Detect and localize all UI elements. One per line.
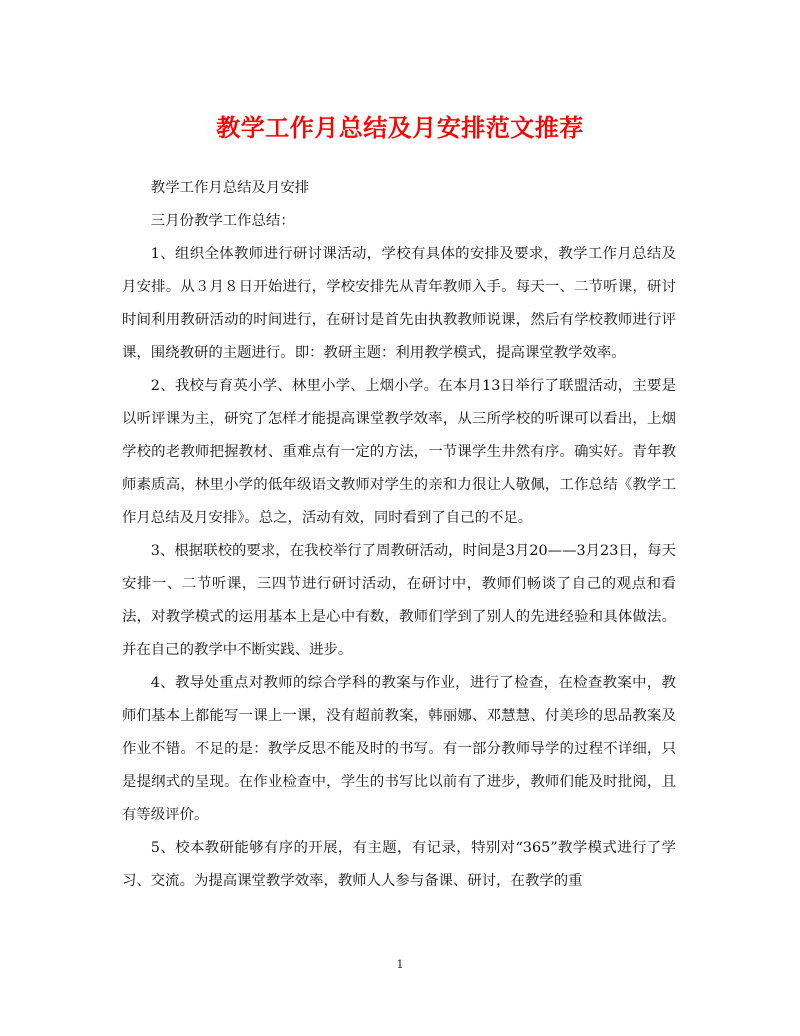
section-subheading: 三月份教学工作总结： xyxy=(150,213,295,229)
paragraph-1: 1、组织全体教师进行研讨课活动，学校有具体的安排及要求，教学工作月总结及月安排。从３月８日开始进行，学校安排先从青年教师入手。每天一、二节听课，研讨时间利用教研活动的时间进行，在研讨是首先由执教教师说课，然后有学校教师进行评课，围绕教研的主题进行。即：教研主题：利用教学模式，提高课堂教学效率。 xyxy=(122,246,676,361)
document-body xyxy=(122,172,676,898)
paragraph-3: 3、根据联校的要求，在我校举行了周教研活动，时间是3月20——3月23日，每天安排一、二节听课，三四节进行研讨活动，在研讨中，教师们畅谈了自己的观点和看法，对教学模式的运用基本上是心中有数，教师们学到了别人的先进经验和具体做法。并在自己的教学中不断实践、进步。 xyxy=(122,543,676,658)
paragraph-5: 5、校本教研能够有序的开展，有主题，有记录，特别对“365”教学模式进行了学习、交流。为提高课堂教学效率，教师人人参与备课、研讨，在教学的重 xyxy=(122,840,676,889)
document-title: 教学工作月总结及月安排范文推荐 xyxy=(216,113,584,142)
section-heading: 教学工作月总结及月安排 xyxy=(150,180,310,196)
paragraph-2: 2、我校与育英小学、林里小学、上烟小学。在本月13日举行了联盟活动，主要是以听评课为主，研究了怎样才能提高课堂教学效率，从三所学校的听课可以看出，上烟学校的老教师把握教材、重难点有一定的方法，一节课学生井然有序。确实好。青年教师素质高，林里小学的低年级语文教师对学生的亲和力很让人敬佩，工作总结《教学工作月总结及月安排》。总之，活动有效，同时看到了自己的不足。 xyxy=(122,378,676,526)
page-number: 1 xyxy=(396,958,404,971)
paragraph-4: 4、教导处重点对教师的综合学科的教案与作业，进行了检查，在检查教案中，教师们基本上都能写一课上一课，没有超前教案，韩丽娜、邓慧慧、付美珍的思品教案及作业不错。不足的是：教学反思不能及时的书写。有一部分教师导学的过程不详细，只是提纲式的呈现。在作业检查中，学生的书写比以前有了进步，教师们能及时批阅，且有等级评价。 xyxy=(122,675,676,823)
